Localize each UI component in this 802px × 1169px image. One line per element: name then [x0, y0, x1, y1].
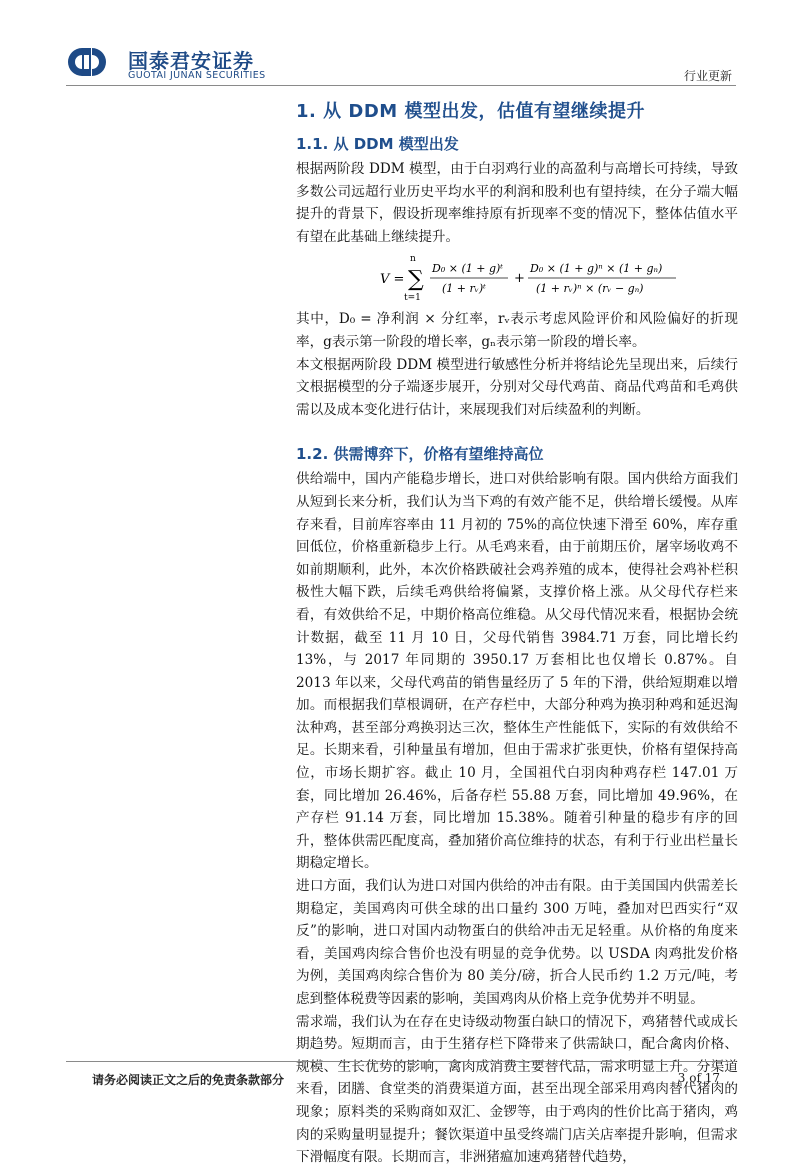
paragraph-method: 本文根据两阶段 DDM 模型进行敏感性分析并将结论先呈现出来，后续行文根据模型的分子端逐步展开，分别对父母代鸡苗、商品代鸡苗和毛鸡供需以及成本变化进行估计，来展现我们对后续盈利的判断。 — [296, 356, 738, 418]
section-1-2-heading: 1.2. 供需博弈下，价格有望维持高位 — [296, 445, 544, 464]
report-body — [296, 93, 738, 1169]
formula-term1-numerator: D₀ × (1 + g)ᵗ — [432, 262, 503, 276]
formula-lhs: V = — [380, 272, 405, 288]
ddm-formula — [296, 252, 738, 304]
paragraph-formula-legend: 其中，D₀ = 净利润 × 分红率，rᵥ表示考虑风险评价和风险偏好的折现率，g表示第一阶段的增长率，gₙ表示第一阶段的增长率。 — [296, 311, 738, 350]
section-1-heading: 1. 从 DDM 模型出发，估值有望继续提升 — [296, 101, 645, 122]
formula-sigma: ∑ — [408, 267, 424, 293]
paragraph-supply: 供给端中，国内产能稳步增长，进口对供给影响有限。国内供给方面我们从短到长来分析，我们认为当下鸡的有效产能不足，供给增长缓慢。从库存来看，目前库容率由 11 月初的 75%的高位快速下滑至 60%，库存重回低位，价格重新稳步上行。从毛鸡来看，由于前期压价，屠宰场收鸡不如前期顺利，此外，本次价格跌破社会鸡养殖的成本，使得社会鸡补栏积极性大幅下跌，后续毛鸡供给将偏紧，支撑价格上涨。从父母代存栏来看，有效供给不足，中期价格高位维稳。从父母代情况来看，根据协会统计数据，截至 11 月 10 日，父母代销售 3984.71 万套，同比增长约 13%，与 2017 年同期的 3950.17 万套相比也仅增长 0.87%。自 2013 年以来，父母代鸡苗的销售量经历了 5 年的下滑，供给短期难以增加。而根据我们草根调研，在产存栏中，大部分种鸡为换羽种鸡和延迟淘汰种鸡，甚至部分鸡换羽达三次，整体生产性能低下，实际的有效供给不足。长期来看，引种量虽有增加，但由于需求扩张更快，价格有望保持高位，市场长期扩容。截止 10 月，全国祖代白羽肉种鸡存栏 147.01 万套，同比增加 26.46%，后备存栏 55.88 万套，同比增加 49.96%，在产存栏 91.14 万套，同比增加 15.38%。随着引种量的稳步有序的回升，整体供需匹配度高，叠加猪价高位维持的状态，有利于行业出栏量长期稳定增长。 — [296, 471, 738, 872]
company-logo-icon — [66, 46, 108, 78]
formula-sum-bottom: t=1 — [404, 293, 421, 304]
header-divider — [66, 85, 736, 86]
page-number: 3 of 17 — [677, 1071, 720, 1085]
formula-term1-denominator: (1 + rᵥ)ᵗ — [442, 282, 486, 296]
company-name-en: GUOTAI JUNAN SECURITIES — [128, 70, 266, 81]
footer-divider — [66, 1061, 736, 1062]
disclaimer-link: 请务必阅读正文之后的免责条款部分 — [92, 1073, 285, 1087]
document-type: 行业更新 — [683, 69, 732, 83]
paragraph-ddm-intro: 根据两阶段 DDM 模型，由于白羽鸡行业的高盈利与高增长可持续，导致多数公司远超行业历史平均水平的利润和股利也有望持续，在分子端大幅提升的背景下，假设折现率维持原有折现率不变的情况下，整体估值水平有望在此基础上继续提升。 — [296, 161, 738, 245]
formula-term2-numerator: D₀ × (1 + g)ⁿ × (1 + gₙ) — [530, 262, 663, 276]
formula-sum-top: n — [410, 254, 416, 265]
paragraph-demand: 需求端，我们认为在存在史诗级动物蛋白缺口的情况下，鸡猪替代或成长期趋势。短期而言，由于生猪存栏下降带来了供需缺口，配合禽肉价格、规模、生长优势的影响，禽肉成消费主要替代品，需求明显上升。分渠道来看，团膳、食堂类的消费渠道方面，甚至出现全部采用鸡肉替代猪肉的现象；原料类的采购商如双汇、金锣等，由于鸡肉的性价比高于猪肉，鸡肉的采购量明显提升；餐饮渠道中虽受终端门店关店率提升影响，但需求下滑幅度有限。长期而言，非洲猪瘟加速鸡猪替代趋势， — [296, 1013, 738, 1166]
company-name-cn: 国泰君安证券 — [128, 49, 254, 73]
page-header — [0, 0, 802, 100]
paragraph-imports: 进口方面，我们认为进口对国内供给的冲击有限。由于美国国内供需差长期稳定，美国鸡肉可供全球的出口量约 300 万吨，叠加对巴西实行“双反”的影响，进口对国内动物蛋白的供给冲击无足轻重。从价格的角度来看，美国鸡肉综合售价也没有明显的竞争优势。以 USDA 肉鸡批发价格为例，美国鸡肉综合售价为 80 美分/磅，折合人民币约 1.2 万元/吨，考虑到整体税费等因素的影响，美国鸡肉从价格上竞争优势并不明显。 — [296, 878, 738, 1007]
formula-plus: + — [514, 271, 525, 287]
formula-term2-denominator: (1 + rᵥ)ⁿ × (rᵥ − gₙ) — [536, 282, 644, 296]
section-1-1-heading: 1.1. 从 DDM 模型出发 — [296, 135, 459, 153]
